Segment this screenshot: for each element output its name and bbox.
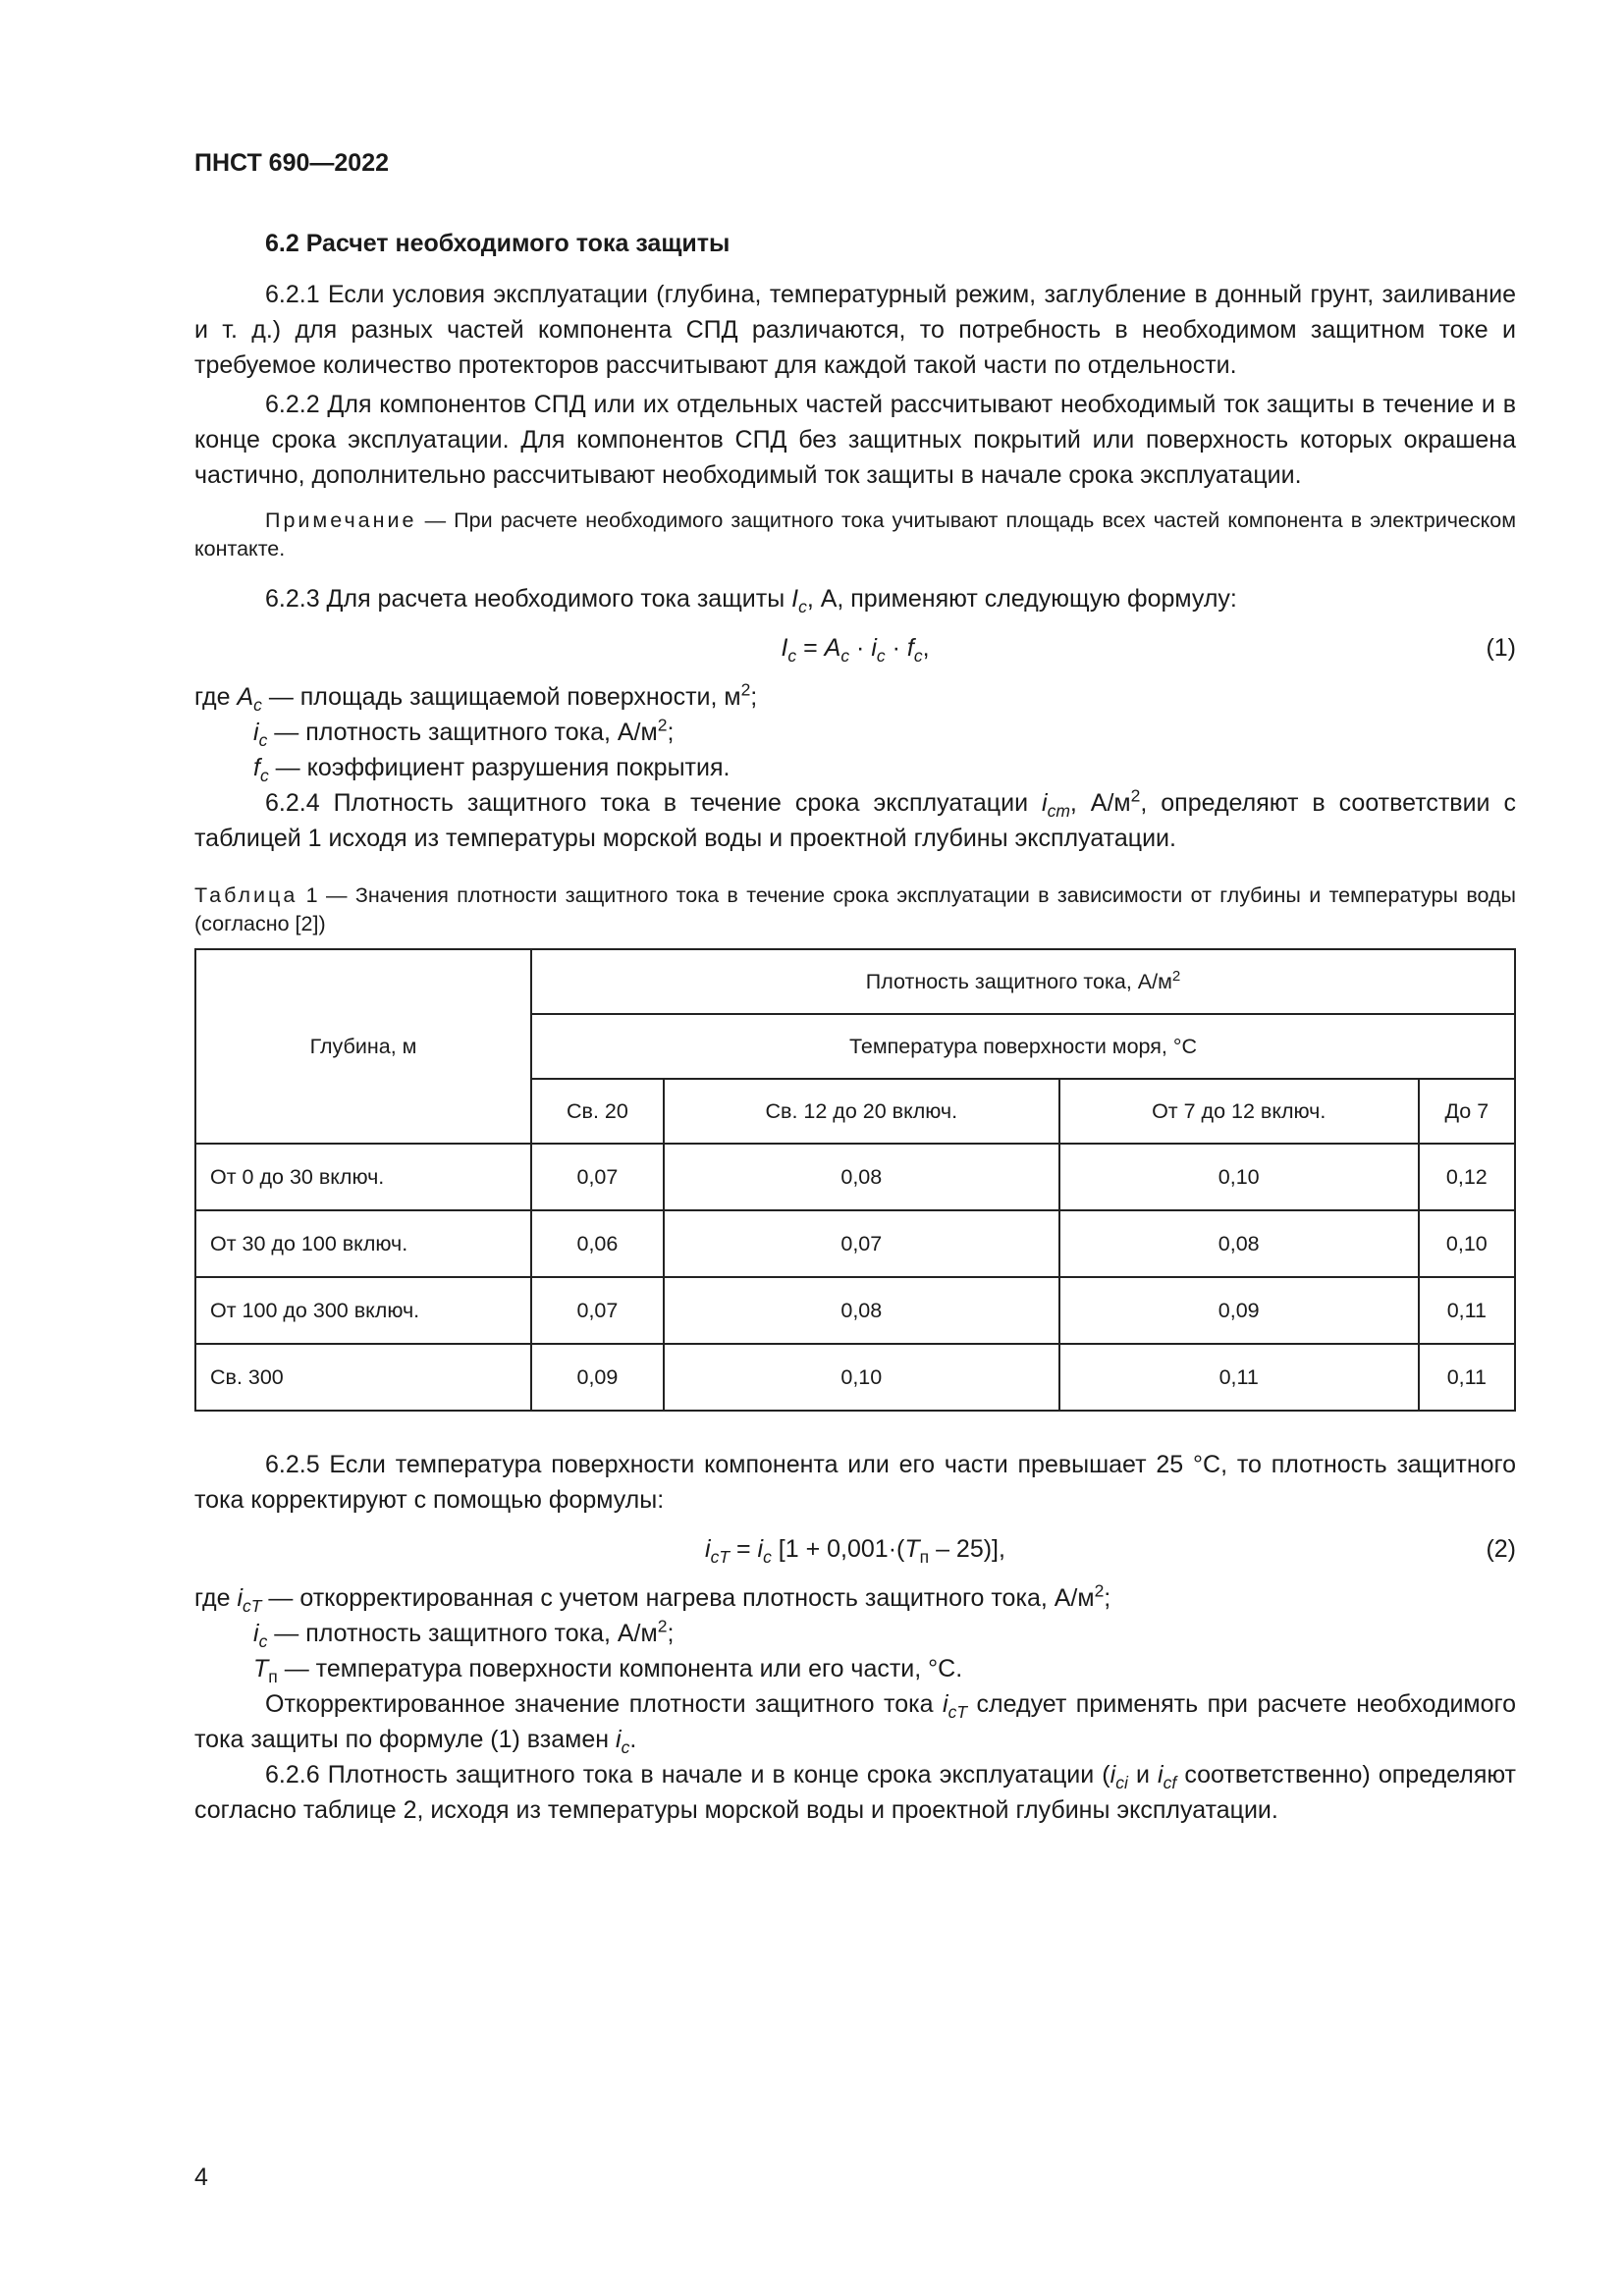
depth-header: Глубина, м bbox=[195, 949, 531, 1144]
formula-2-legend bbox=[194, 1580, 1516, 1686]
table-row: От 30 до 100 включ. 0,06 0,07 0,08 0,10 bbox=[195, 1210, 1515, 1277]
paragraph-6-2-5: 6.2.5 Если температура поверхности компонента или его части превышает 25 °С, то плотность защитного тока корректируют с помощью формулы: bbox=[194, 1451, 1516, 1514]
table-row: Св. 300 0,09 0,10 0,11 0,11 bbox=[195, 1344, 1515, 1411]
paragraph-6-2-1: 6.2.1 Если условия эксплуатации (глубина, температурный режим, заглубление в донный грунт, заиливание и т. д.) для разных частей компонента СПД различаются, то потребность в необходимом защитном токе и требуемое количество протекторов рассчитывают для каждой такой части по отдельности. bbox=[194, 281, 1516, 379]
legend-item: $f_c$ — коэффициент разрушения покрытия. bbox=[253, 754, 731, 785]
legend-item: $T_п$ — температура поверхности компонента или его части, °С. bbox=[253, 1655, 963, 1686]
temp-column-header: Св. 12 до 20 включ. bbox=[664, 1079, 1059, 1144]
formula-2 bbox=[194, 1525, 1516, 1575]
formula-1-legend bbox=[194, 679, 1516, 785]
density-header: Плотность защитного тока, $А/м^2$ bbox=[531, 949, 1515, 1014]
legend-item: где $i_{cT}$ — откорректированная с учетом нагрева плотность защитного тока, $А/м^2$; bbox=[194, 1580, 1111, 1616]
legend-item: $i_c$ — плотность защитного тока, $А/м^2$; bbox=[253, 1616, 675, 1651]
formula-2-number: (2) bbox=[1486, 1535, 1516, 1563]
temp-column-header: От 7 до 12 включ. bbox=[1059, 1079, 1419, 1144]
page-number: 4 bbox=[194, 2163, 208, 2191]
table-row: От 100 до 300 включ. 0,07 0,08 0,09 0,11 bbox=[195, 1277, 1515, 1344]
table-1-caption: Таблица 1 — Значения плотности защитного тока в течение срока эксплуатации в зависимости от глубины и температуры воды (согласно [2]) bbox=[194, 883, 1516, 935]
section-title: 6.2 Расчет необходимого тока защиты bbox=[265, 230, 731, 257]
table-1 bbox=[194, 948, 1516, 1412]
note-label: Примечание bbox=[265, 508, 417, 532]
legend-item: $i_c$ — плотность защитного тока, $А/м^2$; bbox=[253, 715, 675, 750]
legend-item: где $A_c$ — площадь защищаемой поверхности, $м^2$; bbox=[194, 679, 758, 715]
temperature-header: Температура поверхности моря, °С bbox=[531, 1014, 1515, 1079]
temp-column-header: До 7 bbox=[1419, 1079, 1515, 1144]
formula-1-expression: $I_c = A_c \cdot i_c \cdot f_c$, bbox=[781, 634, 930, 666]
paragraph-6-2-3: 6.2.3 Для расчета необходимого тока защиты $I_c$, А, применяют следующую формулу: bbox=[265, 585, 1237, 616]
formula-1-number: (1) bbox=[1486, 634, 1516, 662]
paragraph-6-2-5-correction: Откорректированное значение плотности защитного тока $i_{cT}$ следует применять при расчете необходимого тока защиты по формуле (1) взамен $i_c$. bbox=[194, 1690, 1516, 1757]
document-code: ПНСТ 690—2022 bbox=[194, 149, 389, 177]
temp-column-header: Св. 20 bbox=[531, 1079, 664, 1144]
formula-2-expression: $i_{cT} = i_c$ $[1 + 0,001\cdot(T_п - 25)]$, bbox=[705, 1535, 1005, 1567]
note-text: — При расчете необходимого защитного тока учитывают площадь всех частей компонента в электрическом контакте. bbox=[194, 508, 1516, 561]
table-row: От 0 до 30 включ. 0,07 0,08 0,10 0,12 bbox=[195, 1144, 1515, 1210]
note bbox=[194, 507, 1516, 563]
page-body bbox=[194, 226, 1516, 1828]
paragraph-6-2-6: 6.2.6 Плотность защитного тока в начале и в конце срока эксплуатации ($i_{ci}$ и $i_{cf}$ соответственно) определяют согласно таблице 2, исходя из температуры морской воды и проектной глубины эксплуатации. bbox=[194, 1761, 1517, 1824]
paragraph-6-2-4: 6.2.4 Плотность защитного тока в течение срока эксплуатации $i_{cm}$, $А/м^2$, определяют в соответствии с таблицей 1 исходя из температуры морской воды и проектной глубины эксплуатации. bbox=[194, 785, 1516, 852]
formula-1 bbox=[194, 624, 1516, 673]
paragraph-6-2-2: 6.2.2 Для компонентов СПД или их отдельных частей рассчитывают необходимый ток защиты в течение и в конце срока эксплуатации. Для компонентов СПД без защитных покрытий или поверхность которых окрашена частично, дополнительно рассчитывают необходимый ток защиты в начале срока эксплуатации. bbox=[194, 391, 1516, 489]
